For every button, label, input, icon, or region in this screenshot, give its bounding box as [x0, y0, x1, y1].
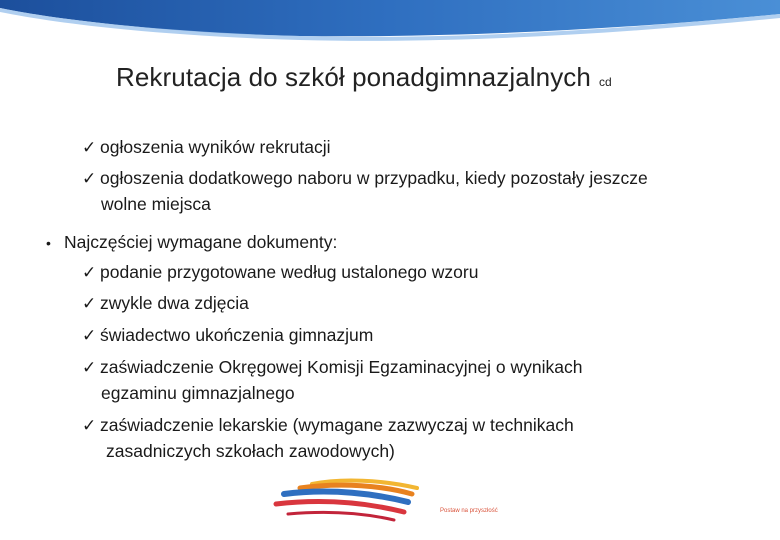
- program-logo-icon: [272, 474, 422, 526]
- check-item-continuation: wolne miejsca: [101, 194, 211, 214]
- check-item-text: ogłoszenia dodatkowego naboru w przypadku, kiedy pozostały jeszcze: [100, 168, 648, 188]
- check-item-text: świadectwo ukończenia gimnazjum: [100, 325, 374, 345]
- check-icon: ✓: [82, 326, 97, 345]
- check-icon: ✓: [82, 416, 97, 435]
- check-item: [82, 413, 574, 438]
- check-item-text: zaświadczenie Okręgowej Komisji Egzaminacyjnej o wynikach: [100, 357, 583, 377]
- check-item: [82, 166, 648, 191]
- slide-title-main: Rekrutacja do szkół ponadgimnazjalnych: [116, 62, 591, 92]
- check-item-text: zaświadczenie lekarskie (wymagane zazwyczaj w technikach: [100, 415, 574, 435]
- header-wave-band: [0, 0, 780, 48]
- slide-title-suffix: cd: [598, 75, 612, 89]
- check-item-continuation: zasadniczych szkołach zawodowych): [106, 441, 395, 461]
- check-item-text: podanie przygotowane według ustalonego wzoru: [100, 262, 479, 282]
- check-icon: ✓: [82, 263, 97, 282]
- check-item-text: zwykle dwa zdjęcia: [100, 293, 249, 313]
- check-item: [82, 291, 249, 316]
- check-item-text: ogłoszenia wyników rekrutacji: [100, 137, 331, 157]
- check-item: [82, 323, 373, 348]
- bullet-item-text: Najczęściej wymagane dokumenty:: [64, 232, 338, 252]
- check-icon: ✓: [82, 294, 97, 313]
- check-item: [82, 355, 582, 380]
- check-icon: ✓: [82, 138, 97, 157]
- logo-caption: Postaw na przyszłość: [440, 508, 498, 514]
- check-icon: ✓: [82, 358, 97, 377]
- check-item: [82, 260, 478, 285]
- slide-title: [116, 62, 612, 93]
- check-item: [82, 135, 331, 160]
- check-icon: ✓: [82, 169, 97, 188]
- bullet-dot-icon: •: [46, 235, 51, 251]
- check-item-continuation: egzaminu gimnazjalnego: [101, 383, 295, 403]
- bullet-item: [46, 230, 337, 255]
